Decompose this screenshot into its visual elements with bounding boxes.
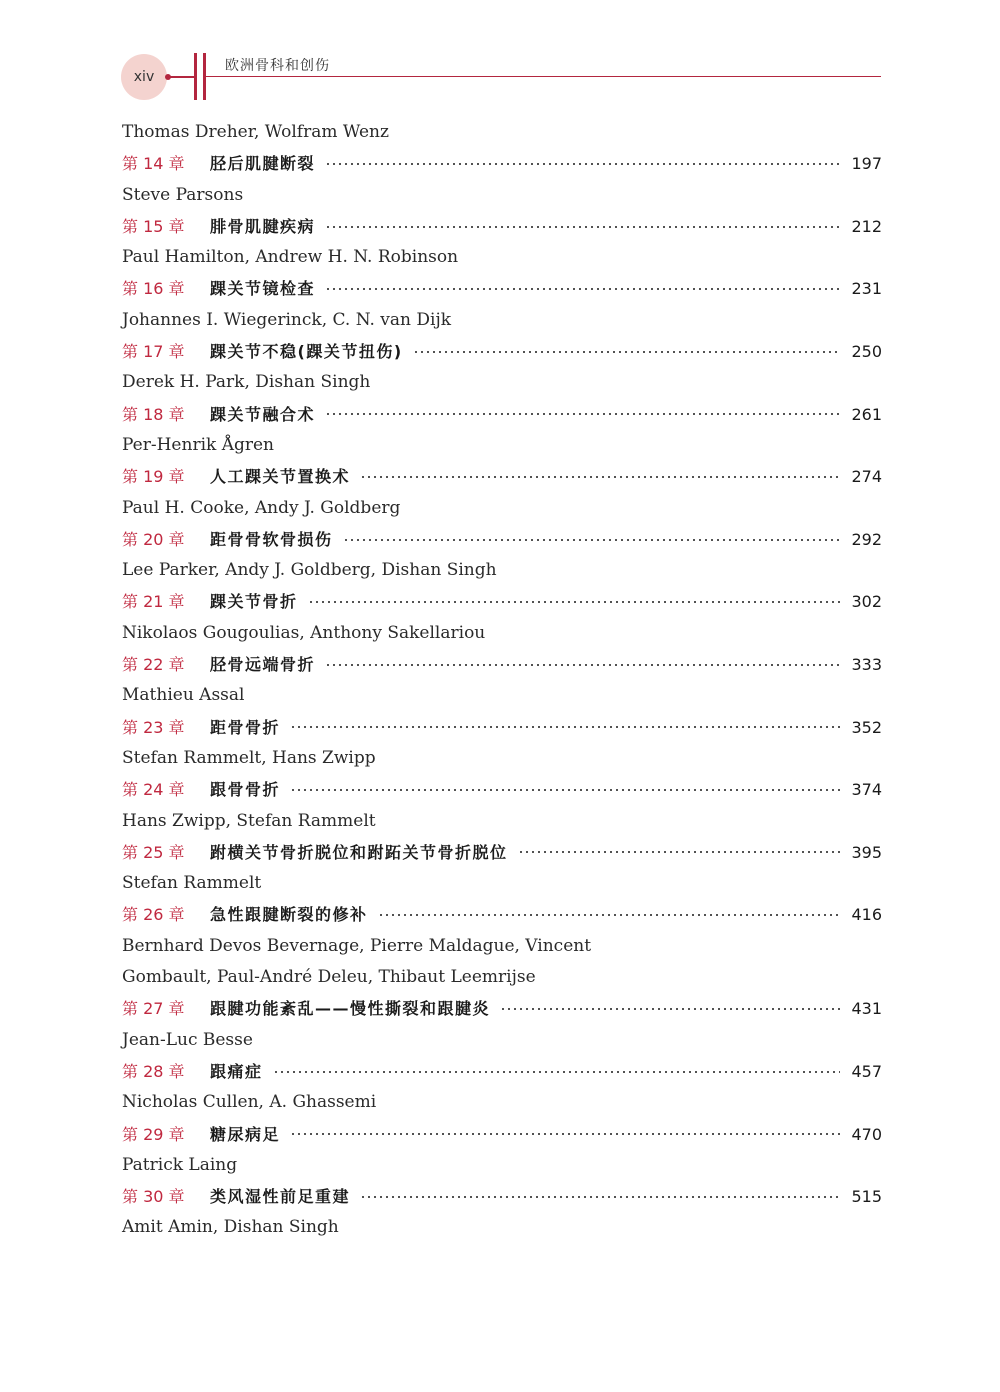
dot-leader: [413, 351, 840, 353]
header-ornament-bar: [194, 53, 197, 100]
toc-chapter-entry[interactable]: [122, 774, 882, 805]
chapter-number: 第 28 章: [122, 1061, 185, 1081]
chapter-number: 第 16 章: [122, 279, 185, 299]
chapter-number: 第 18 章: [122, 404, 185, 424]
chapter-number: 第 27 章: [122, 999, 185, 1019]
chapter-number: 第 30 章: [122, 1187, 185, 1207]
toc-chapter-entry[interactable]: [122, 586, 882, 617]
toc-chapter-entry[interactable]: [122, 1056, 882, 1087]
chapter-title: 跗横关节骨折脱位和跗跖关节骨折脱位: [210, 842, 508, 862]
dot-leader: [500, 1008, 840, 1010]
chapter-number: 第 22 章: [122, 655, 185, 675]
dot-leader: [308, 601, 840, 603]
toc-authors: Per-Henrik Ågren: [122, 434, 275, 455]
toc-authors: Thomas Dreher, Wolfram Wenz: [122, 122, 389, 142]
chapter-title: 糖尿病足: [210, 1124, 281, 1144]
toc-chapter-entry[interactable]: [122, 211, 882, 242]
chapter-number: 第 21 章: [122, 592, 185, 612]
toc-authors: Hans Zwipp, Stefan Rammelt: [122, 810, 376, 831]
chapter-page-number: 431: [851, 999, 882, 1019]
chapter-title: 胫后肌腱断裂: [210, 154, 316, 174]
chapter-page-number: 231: [851, 279, 882, 299]
toc-chapter-entry[interactable]: [122, 712, 882, 743]
chapter-title: 踝关节融合术: [210, 404, 316, 424]
chapter-title: 腓骨肌腱疾病: [210, 216, 316, 236]
toc-chapter-entry[interactable]: [122, 837, 882, 868]
chapter-page-number: 274: [851, 467, 882, 487]
toc-chapter-entry[interactable]: [122, 273, 882, 304]
toc-authors: Steve Parsons: [122, 184, 244, 205]
dot-leader: [343, 539, 840, 541]
toc-chapter-entry[interactable]: [122, 336, 882, 367]
toc-authors: Bernhard Devos Bevernage, Pierre Maldague, Vincent: [122, 935, 592, 956]
chapter-title: 类风湿性前足重建: [210, 1187, 351, 1207]
toc-authors: Paul H. Cooke, Andy J. Goldberg: [122, 497, 401, 518]
toc-authors: Johannes I. Wiegerinck, C. N. van Dijk: [122, 309, 452, 330]
chapter-page-number: 395: [851, 842, 882, 862]
chapter-page-number: 416: [851, 905, 882, 925]
book-title: 欧洲骨科和创伤: [225, 58, 330, 74]
chapter-title: 胫骨远端骨折: [210, 655, 316, 675]
toc-chapter-entry[interactable]: [122, 1119, 882, 1150]
chapter-number: 第 23 章: [122, 717, 185, 737]
toc-authors: Derek H. Park, Dishan Singh: [122, 372, 371, 393]
chapter-number: 第 17 章: [122, 342, 185, 362]
chapter-page-number: 292: [851, 529, 882, 549]
chapter-page-number: 212: [851, 216, 882, 236]
chapter-page-number: 302: [851, 592, 882, 612]
chapter-number: 第 26 章: [122, 905, 185, 925]
chapter-title: 急性跟腱断裂的修补: [210, 905, 368, 925]
dot-leader: [378, 914, 840, 916]
chapter-page-number: 457: [851, 1061, 882, 1081]
dot-leader: [290, 789, 840, 791]
chapter-number: 第 20 章: [122, 529, 185, 549]
chapter-title: 距骨骨软骨损伤: [210, 529, 333, 549]
toc-authors: Nicholas Cullen, A. Ghassemi: [122, 1092, 377, 1113]
toc-authors: Patrick Laing: [122, 1154, 238, 1175]
chapter-number: 第 24 章: [122, 780, 185, 800]
page-header: [0, 0, 1000, 110]
chapter-number: 第 15 章: [122, 216, 185, 236]
chapter-number: 第 29 章: [122, 1124, 185, 1144]
chapter-title: 踝关节不稳(踝关节扭伤): [210, 342, 403, 362]
chapter-number: 第 25 章: [122, 842, 185, 862]
header-rule: [206, 76, 881, 77]
dot-leader: [360, 476, 840, 478]
dot-leader: [325, 413, 840, 415]
toc-chapter-entry[interactable]: [122, 899, 882, 930]
toc-chapter-entry[interactable]: [122, 148, 882, 179]
chapter-title: 距骨骨折: [210, 717, 281, 737]
dot-leader: [273, 1071, 840, 1073]
dot-leader: [325, 226, 840, 228]
toc-authors: Jean-Luc Besse: [122, 1029, 253, 1050]
chapter-title: 跟骨骨折: [210, 780, 281, 800]
table-of-contents: [122, 117, 882, 1244]
toc-chapter-entry[interactable]: [122, 524, 882, 555]
chapter-title: 跟痛症: [210, 1061, 263, 1081]
chapter-page-number: 197: [851, 154, 882, 174]
toc-authors: Mathieu Assal: [122, 685, 245, 706]
dot-leader: [360, 1196, 840, 1198]
chapter-page-number: 374: [851, 780, 882, 800]
chapter-page-number: 515: [851, 1187, 882, 1207]
toc-chapter-entry[interactable]: [122, 649, 882, 680]
toc-authors: Nikolaos Gougoulias, Anthony Sakellariou: [122, 622, 486, 643]
dot-leader: [325, 288, 840, 290]
chapter-page-number: 261: [851, 404, 882, 424]
chapter-number: 第 14 章: [122, 154, 185, 174]
toc-chapter-entry[interactable]: [122, 399, 882, 430]
chapter-number: 第 19 章: [122, 467, 185, 487]
page-number: xiv: [133, 69, 155, 85]
toc-chapter-entry[interactable]: [122, 1181, 882, 1212]
toc-chapter-entry[interactable]: [122, 993, 882, 1024]
dot-leader: [325, 163, 840, 165]
toc-authors: Lee Parker, Andy J. Goldberg, Dishan Singh: [122, 560, 497, 581]
toc-authors: Stefan Rammelt: [122, 873, 262, 894]
toc-authors: Stefan Rammelt, Hans Zwipp: [122, 747, 376, 768]
chapter-page-number: 352: [851, 717, 882, 737]
toc-authors: Paul Hamilton, Andrew H. N. Robinson: [122, 247, 459, 268]
dot-leader: [290, 726, 840, 728]
chapter-page-number: 250: [851, 342, 882, 362]
dot-leader: [518, 851, 840, 853]
chapter-page-number: 333: [851, 655, 882, 675]
header-ornament-line: [170, 76, 194, 78]
toc-authors: Gombault, Paul-André Deleu, Thibaut Leemrijse: [122, 967, 536, 988]
chapter-title: 踝关节骨折: [210, 592, 298, 612]
chapter-page-number: 470: [851, 1124, 882, 1144]
toc-chapter-entry[interactable]: [122, 461, 882, 492]
dot-leader: [325, 664, 840, 666]
chapter-title: 人工踝关节置换术: [210, 467, 351, 487]
chapter-title: 跟腱功能紊乱——慢性撕裂和跟腱炎: [210, 999, 491, 1019]
chapter-title: 踝关节镜检查: [210, 279, 316, 299]
toc-authors: Amit Amin, Dishan Singh: [122, 1217, 339, 1238]
page-number-badge: [121, 54, 167, 100]
dot-leader: [290, 1133, 840, 1135]
